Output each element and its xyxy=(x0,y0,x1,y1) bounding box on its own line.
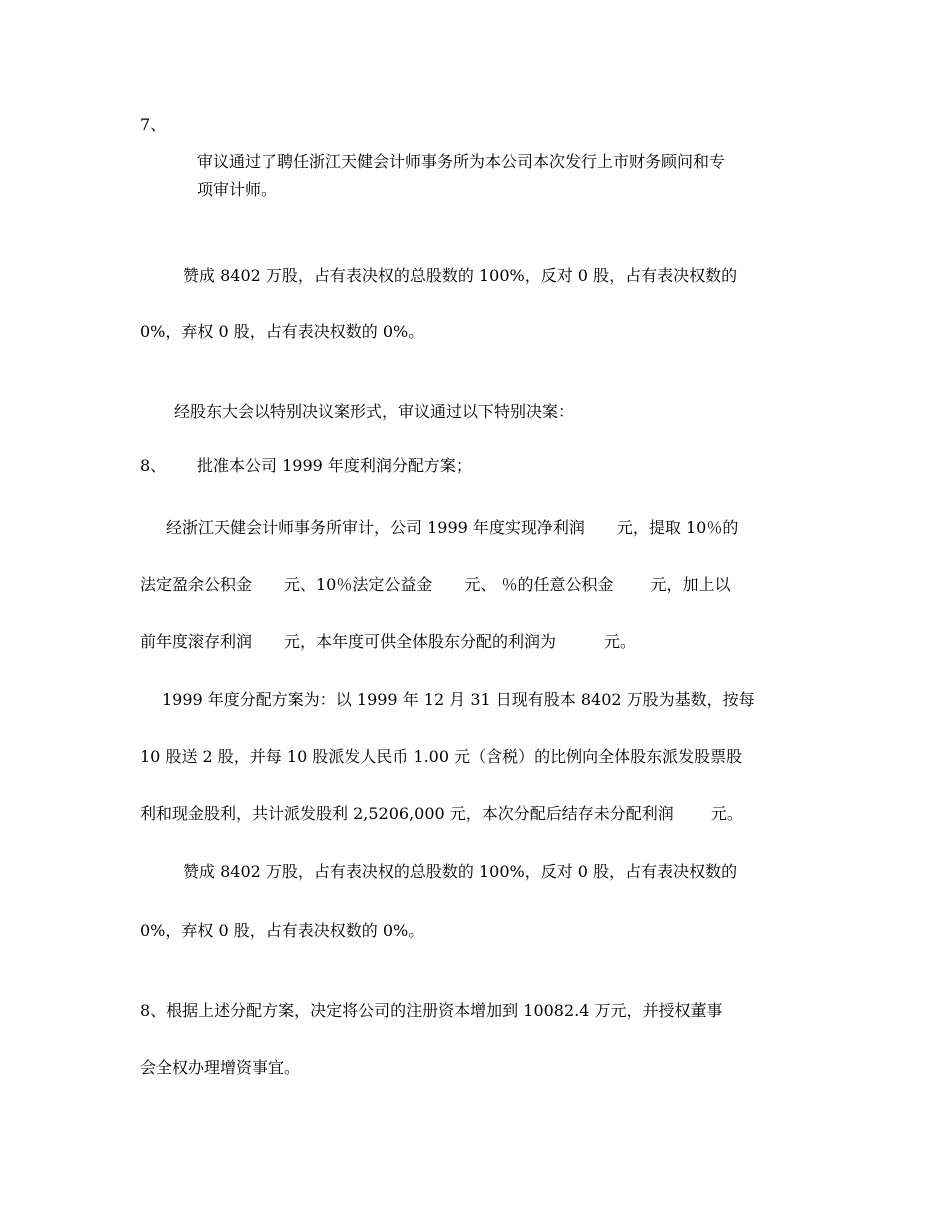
item-7-vote-line2: 0%，弃权 0 股，占有表决权数的 0%。 xyxy=(140,322,425,341)
profit-paragraph-line1: 经浙江天健会计师事务所审计，公司 1999 年度实现净利润 元，提取 10％的 xyxy=(166,518,739,537)
item-7-number: 7、 xyxy=(140,115,167,134)
plan-paragraph-line1: 1999 年度分配方案为：以 1999 年 12 月 31 日现有股本 8402 万股为基数，按每 xyxy=(162,690,755,709)
profit-paragraph-line3: 前年度滚存利润 元，本年度可供全体股东分配的利润为 元。 xyxy=(140,632,637,651)
item-7-text-line2: 项审计师。 xyxy=(197,180,278,199)
item-8-vote-line1: 赞成 8402 万股，占有表决权的总股数的 100%，反对 0 股，占有表决权数的 xyxy=(183,862,738,881)
capital-increase-line2: 会全权办理增资事宜。 xyxy=(140,1058,301,1077)
plan-paragraph-line2: 10 股送 2 股，并每 10 股派发人民币 1.00 元（含税）的比例向全体股东派发股票股 xyxy=(140,747,743,766)
item-7-vote-line1: 赞成 8402 万股，占有表决权的总股数的 100%，反对 0 股，占有表决权数的 xyxy=(183,266,738,285)
special-resolution-intro: 经股东大会以特别决议案形式，审议通过以下特别决案： xyxy=(174,402,575,421)
item-7-text-line1: 审议通过了聘任浙江天健会计师事务所为本公司本次发行上市财务顾问和专 xyxy=(197,152,726,171)
item-8-vote-line2: 0%，弃权 0 股，占有表决权数的 0%。 xyxy=(140,921,425,940)
profit-paragraph-line2: 法定盈余公积金 元、10％法定公益金 元、 ％的任意公积金 元，加上以 xyxy=(140,575,731,594)
capital-increase-line1: 8、根据上述分配方案，决定将公司的注册资本增加到 10082.4 万元，并授权董事 xyxy=(140,1001,723,1020)
plan-paragraph-line3: 利和现金股利，共计派发股利 2,5206,000 元，本次分配后结存未分配利润 元。 xyxy=(140,804,743,823)
item-8-number: 8、 xyxy=(140,456,167,475)
item-8-title: 批准本公司 1999 年度利润分配方案； xyxy=(197,456,472,475)
